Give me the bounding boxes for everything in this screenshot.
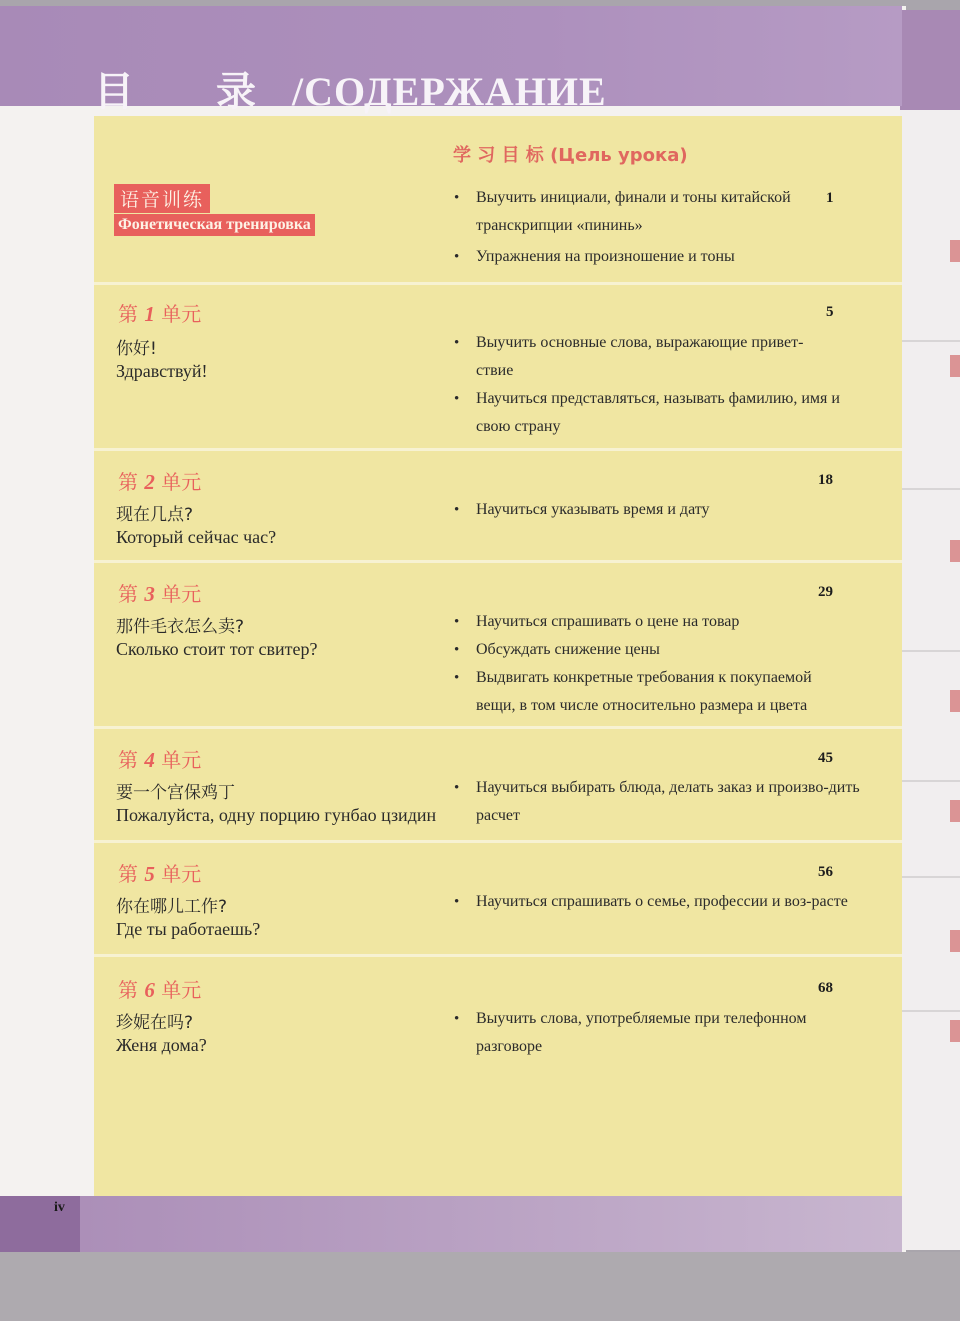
page-title [94, 60, 607, 117]
unit-number: 6 [144, 978, 155, 1002]
unit-3-label [118, 578, 201, 607]
title-ru: /СОДЕРЖАНИЕ [292, 69, 607, 114]
unit-4-title-ru: Пожалуйста, одну порцию гунбао цзидин [116, 805, 437, 825]
unit-4-page-number: 45 [818, 750, 833, 766]
unit-1-label [118, 298, 201, 327]
edge-line [900, 876, 960, 878]
unit-number: 4 [144, 748, 155, 772]
unit-5-title-ru: Где ты работаешь? [116, 919, 261, 939]
unit-prefix: 第 [118, 978, 138, 1002]
unit-number: 5 [144, 862, 155, 886]
unit-3-title-zh: 那件毛衣怎么卖? [116, 617, 245, 637]
phonetics-goal-1: • Выучить инициали, финали и тоны китайской транскрипции «пининь» [476, 184, 816, 240]
unit-6-title-zh: 珍妮在吗? [116, 1013, 194, 1033]
unit-3-page-number: 29 [818, 584, 833, 600]
unit-2-row [94, 448, 902, 562]
row-separator [94, 448, 902, 451]
unit-suffix: 单元 [161, 582, 202, 606]
unit-1-goal-2: • Научиться представляться, называть фамилию, имя и свою страну [476, 385, 846, 441]
row-separator [94, 282, 902, 285]
edge-mark [950, 540, 960, 562]
edge-mark [950, 690, 960, 712]
next-page-edge [900, 10, 960, 1250]
edge-mark [950, 930, 960, 952]
unit-2-title-zh: 现在几点? [116, 505, 194, 525]
unit-suffix: 单元 [161, 978, 202, 1002]
unit-6-title-ru: Женя дома? [116, 1035, 207, 1055]
phonetics-label-zh: 语音训练 [114, 184, 210, 213]
unit-6-goal-1: • Выучить слова, употребляемые при телефонном разговоре [476, 1005, 846, 1061]
row-separator [94, 726, 902, 729]
unit-5-label [118, 858, 201, 887]
unit-1-title-zh: 你好! [116, 339, 157, 359]
unit-5-title-zh: 你在哪儿工作? [116, 897, 228, 917]
unit-6-label [118, 974, 201, 1003]
unit-3-goal-2: • Обсуждать снижение цены [476, 636, 846, 664]
unit-prefix: 第 [118, 470, 138, 494]
edge-line [900, 1010, 960, 1012]
unit-2-goal-1: • Научиться указывать время и дату [476, 496, 846, 524]
row-separator [94, 954, 902, 957]
row-separator [94, 840, 902, 843]
unit-4-title-zh: 要一个宫保鸡丁 [116, 783, 235, 803]
unit-4-goal-1: • Научиться выбирать блюда, делать заказ и произво-дить расчет [476, 774, 866, 830]
edge-line [900, 650, 960, 652]
next-page-header-band [900, 10, 960, 110]
unit-1-goal-1: • Выучить основные слова, выражающие привет-ствие [476, 329, 836, 385]
edge-mark [950, 800, 960, 822]
footer-tab [0, 1196, 80, 1252]
phonetics-label-ru: Фонетическая тренировка [114, 214, 315, 236]
unit-2-label [118, 466, 201, 495]
goals-heading: 学 习 目 标 (Цель урока) [453, 145, 688, 166]
unit-number: 3 [144, 582, 155, 606]
edge-mark [950, 240, 960, 262]
unit-suffix: 单元 [161, 862, 202, 886]
unit-4-label [118, 744, 201, 773]
unit-number: 2 [144, 470, 155, 494]
unit-5-row [94, 840, 902, 956]
unit-1-page-number: 5 [826, 304, 834, 320]
unit-6-page-number: 68 [818, 980, 833, 996]
edge-line [900, 488, 960, 490]
unit-1-title-ru: Здравствуй! [116, 361, 208, 381]
page-number: iv [54, 1200, 65, 1215]
unit-number: 1 [144, 302, 155, 326]
phonetics-page-number: 1 [826, 190, 834, 206]
unit-4-row [94, 726, 902, 842]
unit-2-page-number: 18 [818, 472, 833, 488]
unit-prefix: 第 [118, 582, 138, 606]
unit-prefix: 第 [118, 862, 138, 886]
unit-prefix: 第 [118, 302, 138, 326]
unit-1-row [94, 282, 902, 450]
edge-mark [950, 1020, 960, 1042]
edge-mark [950, 355, 960, 377]
title-zh: 目 录 [94, 69, 292, 114]
unit-prefix: 第 [118, 748, 138, 772]
unit-3-title-ru: Сколько стоит тот свитер? [116, 639, 318, 659]
scan-background [0, 1252, 960, 1321]
unit-3-goal-3: • Выдвигать конкретные требования к покупаемой вещи, в том числе относительно размера и цвета [476, 664, 851, 720]
unit-5-page-number: 56 [818, 864, 833, 880]
unit-3-goal-1: • Научиться спрашивать о цене на товар [476, 608, 846, 636]
unit-3-row [94, 560, 902, 728]
unit-2-title-ru: Который сейчас час? [116, 527, 277, 547]
unit-6-row [94, 954, 902, 1196]
unit-suffix: 单元 [161, 748, 202, 772]
edge-line [900, 340, 960, 342]
unit-suffix: 单元 [161, 470, 202, 494]
row-separator [94, 560, 902, 563]
footer-band [0, 1196, 902, 1252]
edge-line [900, 780, 960, 782]
phonetics-goal-2: • Упражнения на произношение и тоны [476, 243, 856, 271]
unit-suffix: 单元 [161, 302, 202, 326]
unit-5-goal-1: • Научиться спрашивать о семье, профессии и воз-расте [476, 888, 856, 916]
